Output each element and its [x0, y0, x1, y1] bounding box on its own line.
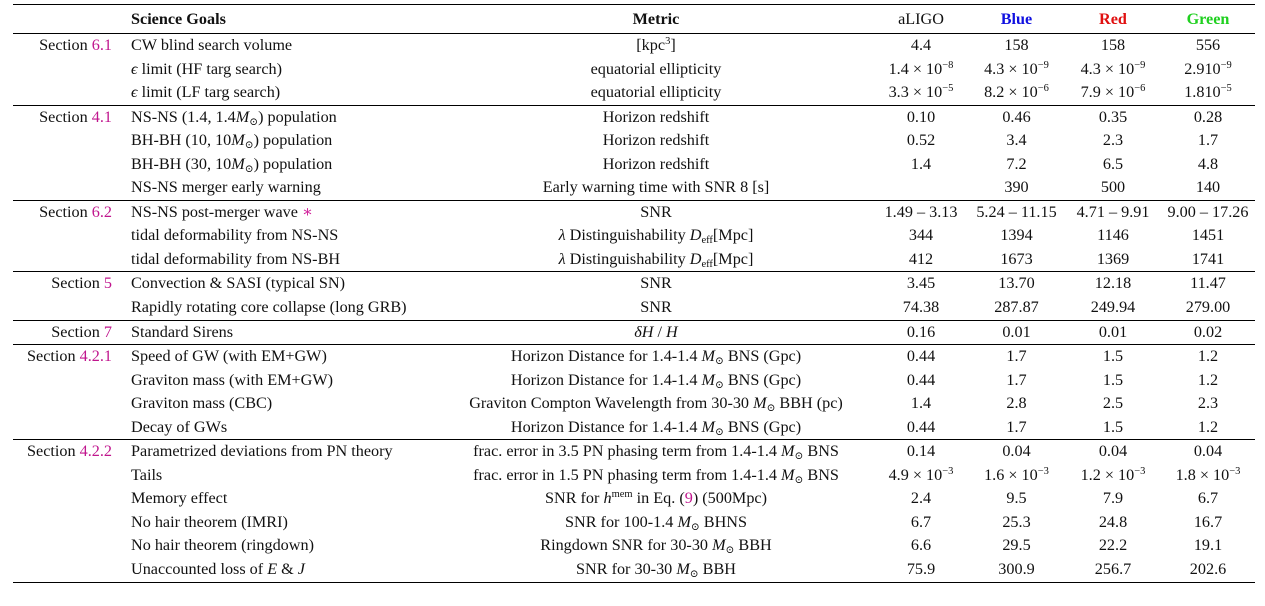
table-row: [13, 558, 1255, 582]
science-goal-cell: BH-BH (10, $10M_⊙$) population: [131, 131, 333, 152]
metric-cell: Ringdown SNR for 30-30 $M_⊙$ BBH: [540, 536, 772, 557]
section-reference: [13, 464, 118, 488]
table-row: [13, 416, 1255, 440]
table-row: [13, 464, 1255, 488]
green-value: 9.00 – 17.26: [1161, 200, 1255, 224]
blue-value: $1.6 \times 10^{-3}$: [984, 465, 1049, 484]
blue-value: 5.24 – 11.15: [968, 200, 1065, 224]
aligo-value: 6.6: [910, 536, 932, 555]
green-value: 6.7: [1197, 489, 1219, 508]
aligo-value: 1.49 – 3.13: [874, 200, 968, 224]
section-link[interactable]: 4.2.2: [79, 442, 112, 461]
section-link[interactable]: 6.1: [91, 36, 112, 54]
red-value: 2.5: [1102, 394, 1124, 413]
blue-value: 1.7: [1006, 370, 1027, 389]
science-goal-cell: Parametrized deviations from PN theory: [118, 440, 438, 464]
metric-cell: SNR: [438, 272, 874, 296]
green-value: 1.2: [1197, 370, 1219, 389]
metric-cell: SNR for 30-30 $M_⊙$ BBH: [438, 558, 874, 582]
science-goal-cell: NS-NS (1.4, $1.4M_⊙$) population: [118, 105, 438, 129]
blue-value: 287.87: [994, 298, 1039, 317]
section-reference: [13, 392, 118, 416]
section-reference[interactable]: [13, 34, 118, 58]
science-goal-cell: NS-NS post-merger wave ∗: [118, 200, 438, 224]
section-reference: [13, 511, 118, 535]
blue-value: 0.01: [968, 320, 1065, 345]
aligo-value: 6.7: [910, 512, 932, 531]
metric-cell: equatorial ellipticity: [590, 83, 722, 102]
green-value: 0.02: [1161, 320, 1255, 345]
metric-cell: Horizon redshift: [602, 154, 710, 173]
aligo-value: 3.45: [874, 272, 968, 296]
red-value: 0.35: [1065, 105, 1161, 129]
table-row: [13, 296, 1255, 320]
science-goal-cell: Standard Sirens: [118, 320, 438, 345]
science-goal-cell: CW blind search volume: [131, 36, 293, 54]
metric-cell: λ Distinguishability $D_{eff}[Mpc]$: [558, 249, 754, 270]
section-reference[interactable]: [13, 440, 118, 464]
red-value: 2.3: [1102, 131, 1124, 150]
section-label: Section: [39, 107, 88, 126]
red-value: 1.5: [1102, 370, 1124, 389]
table-row: [13, 511, 1255, 535]
section-reference[interactable]: [13, 272, 118, 296]
science-goal-cell: Convection & SASI (typical SN): [118, 272, 438, 296]
red-value: 1.5: [1102, 417, 1124, 436]
aligo-value: 4.4: [910, 36, 932, 54]
blue-value: 390: [1004, 178, 1029, 197]
red-value: 6.5: [1102, 154, 1124, 173]
science-goal-cell: BH-BH (30, $10M_⊙$) population: [131, 154, 333, 175]
red-value: 158: [1100, 36, 1126, 54]
section-label: Section: [51, 322, 100, 341]
green-value: 1741: [1191, 249, 1225, 268]
section-label: Section: [51, 274, 100, 293]
blue-value: 2.8: [1006, 394, 1027, 413]
aligo-value: $3.3 \times 10^{-5}$: [888, 83, 954, 102]
aligo-value: 0.10: [874, 105, 968, 129]
table-row: [13, 369, 1255, 393]
aligo-value: 0.14: [874, 440, 968, 464]
red-value: $7.9 \times 10^{-6}$: [1080, 83, 1146, 102]
blue-value: 158: [1004, 36, 1029, 54]
section-link[interactable]: 7: [103, 322, 112, 341]
science-goal-cell: No hair theorem (IMRI): [131, 512, 288, 531]
table-row: [13, 153, 1255, 177]
aligo-value: 0.44: [906, 417, 936, 436]
red-value: 4.71 – 9.91: [1065, 200, 1161, 224]
header-aligo: aLIGO: [874, 5, 968, 34]
section-link[interactable]: 5: [103, 274, 112, 293]
aligo-value: 2.4: [910, 489, 932, 508]
section-link[interactable]: 4.2.1: [79, 347, 112, 366]
table-row: [13, 129, 1255, 153]
table-body: [13, 34, 1255, 583]
metric-cell: equatorial ellipticity: [590, 59, 722, 78]
metric-cell: Horizon Distance for 1.4-1.4 $M_⊙$ BNS (Gpc): [510, 370, 802, 391]
green-value: 2.3: [1197, 394, 1219, 413]
science-goal-cell: Speed of GW (with EM+GW): [118, 345, 438, 369]
red-value: 256.7: [1065, 558, 1161, 582]
aligo-value: 1.4: [910, 394, 932, 413]
green-value: 16.7: [1193, 512, 1223, 531]
section-reference[interactable]: [13, 345, 118, 369]
red-value: 500: [1100, 178, 1126, 197]
table-row: [13, 224, 1255, 248]
blue-value: 1.7: [1006, 417, 1027, 436]
section-label: Section: [27, 442, 76, 461]
metric-cell: δH / H: [438, 320, 874, 345]
green-value: $2.910^{-9}$: [1184, 59, 1232, 78]
section-reference: [13, 296, 118, 320]
metric-cell: SNR: [438, 200, 874, 224]
science-goals-table-wrapper: [13, 4, 1255, 583]
header-row: [13, 5, 1255, 34]
aligo-value: 1.4: [910, 154, 932, 173]
science-goal-cell: tidal deformability from NS-BH: [131, 249, 341, 268]
header-science-goals: Science Goals: [118, 5, 438, 34]
metric-cell: Horizon redshift: [602, 131, 710, 150]
section-reference: [13, 534, 118, 558]
blue-value: 25.3: [1002, 512, 1031, 531]
metric-cell: Horizon redshift: [438, 105, 874, 129]
table-row: [13, 320, 1255, 345]
section-label: Section: [27, 347, 76, 366]
metric-cell: SNR for $h^{mem}$ in Eq. (9) (500Mpc): [545, 489, 767, 508]
science-goal-cell: NS-NS merger early warning: [131, 178, 321, 197]
red-value: 0.01: [1065, 320, 1161, 345]
table-row: [13, 81, 1255, 105]
section-reference: [13, 558, 118, 582]
green-value: 556: [1195, 36, 1221, 54]
table-row: [13, 248, 1255, 272]
red-value: 24.8: [1098, 512, 1128, 531]
metric-cell: frac. error in 1.5 PN phasing term from 1.4-1.4 $M_⊙$ BNS: [473, 465, 839, 486]
aligo-value: $4.9 \times 10^{-3}$: [888, 465, 954, 484]
red-value: 0.04: [1065, 440, 1161, 464]
aligo-value: 0.16: [874, 320, 968, 345]
metric-cell: Graviton Compton Wavelength from 30-30 $M_⊙$ BBH (pc): [469, 394, 843, 415]
section-reference: [13, 153, 118, 177]
blue-value: $4.3 \times 10^{-9}$: [984, 59, 1049, 78]
red-value: 1.5: [1065, 345, 1161, 369]
metric-cell: Early warning time with SNR 8 [s]: [542, 178, 770, 197]
section-reference[interactable]: [13, 200, 118, 224]
header-blue: Blue: [968, 5, 1065, 34]
blue-value: 0.46: [968, 105, 1065, 129]
section-label: Section: [39, 36, 88, 54]
science-goal-cell: Graviton mass (CBC): [131, 394, 273, 413]
blue-value: 7.2: [1006, 154, 1027, 173]
blue-value: 1.7: [968, 345, 1065, 369]
aligo-value: 75.9: [874, 558, 968, 582]
metric-cell: [kpc$^3$]: [636, 36, 676, 54]
table-row: [13, 534, 1255, 558]
section-link[interactable]: 6.2: [91, 202, 112, 221]
section-reference[interactable]: [13, 320, 118, 345]
blue-value: 0.04: [968, 440, 1065, 464]
metric-cell: λ Distinguishability $D_{eff}[Mpc]$: [558, 226, 754, 247]
green-value: 1.2: [1161, 345, 1255, 369]
red-value: 1146: [1097, 226, 1129, 245]
blue-value: 1673: [1000, 249, 1033, 268]
science-goal-cell: tidal deformability from NS-NS: [131, 226, 339, 245]
section-reference: [13, 416, 118, 440]
green-value: 0.28: [1161, 105, 1255, 129]
green-value: 1.2: [1197, 417, 1219, 436]
aligo-value: 0.44: [874, 345, 968, 369]
green-value: 11.47: [1161, 272, 1255, 296]
header-section: [13, 5, 118, 34]
science-goals-table: [13, 4, 1255, 583]
science-goal-cell: Memory effect: [131, 489, 228, 508]
red-value: 249.94: [1090, 298, 1136, 317]
green-value: 140: [1195, 178, 1221, 197]
table-row: [13, 58, 1255, 82]
green-value: 0.04: [1161, 440, 1255, 464]
blue-value: 29.5: [1002, 536, 1031, 555]
blue-value: $8.2 \times 10^{-6}$: [984, 83, 1049, 102]
metric-cell: Horizon Distance for 1.4-1.4 $M_⊙$ BNS (Gpc): [438, 345, 874, 369]
science-goal-cell: Graviton mass (with EM+GW): [131, 370, 333, 389]
green-value: 202.6: [1161, 558, 1255, 582]
green-value: 1451: [1191, 226, 1225, 245]
metric-cell: SNR: [640, 298, 672, 317]
aligo-value: $1.4 \times 10^{-8}$: [888, 59, 954, 78]
red-value: $1.2 \times 10^{-3}$: [1080, 465, 1146, 484]
aligo-value: 0.44: [906, 370, 936, 389]
table-row: [13, 345, 1255, 369]
aligo-value: [874, 176, 968, 200]
table-row: [13, 392, 1255, 416]
red-value: 22.2: [1098, 536, 1128, 555]
table-row: [13, 487, 1255, 511]
science-goal-cell: ϵ limit (HF targ search): [131, 59, 282, 78]
green-value: 279.00: [1185, 298, 1231, 317]
red-value: 1369: [1096, 249, 1130, 268]
blue-value: 300.9: [968, 558, 1065, 582]
aligo-value: 412: [908, 249, 934, 268]
red-value: 7.9: [1102, 489, 1124, 508]
section-reference: [13, 248, 118, 272]
aligo-value: 74.38: [902, 298, 940, 317]
table-row: [13, 440, 1255, 464]
section-label: Section: [39, 202, 88, 221]
metric-cell: SNR for 100-1.4 $M_⊙$ BHNS: [565, 512, 747, 533]
red-value: 12.18: [1065, 272, 1161, 296]
science-goal-cell: Rapidly rotating core collapse (long GRB): [131, 298, 407, 317]
table-row: [13, 176, 1255, 200]
green-value: 1.7: [1197, 131, 1219, 150]
section-reference: [13, 176, 118, 200]
table-row: [13, 272, 1255, 296]
header-green: Green: [1161, 5, 1255, 34]
section-reference: [13, 487, 118, 511]
aligo-value: 344: [908, 226, 934, 245]
green-value: 4.8: [1197, 154, 1219, 173]
aligo-value: 0.52: [906, 131, 936, 150]
science-goal-cell: Unaccounted loss of E & J: [118, 558, 438, 582]
science-goal-cell: No hair theorem (ringdown): [131, 536, 314, 555]
blue-value: 3.4: [1006, 131, 1027, 150]
table-row: [13, 105, 1255, 129]
table-row: [13, 34, 1255, 58]
blue-value: 9.5: [1006, 489, 1027, 508]
metric-cell: Horizon Distance for 1.4-1.4 $M_⊙$ BNS (Gpc): [510, 417, 802, 438]
section-reference: [13, 369, 118, 393]
green-value: $1.8 \times 10^{-3}$: [1175, 465, 1241, 484]
section-reference: [13, 58, 118, 82]
science-goal-cell: ϵ limit (LF targ search): [131, 83, 281, 102]
header-red: Red: [1065, 5, 1161, 34]
green-value: $1.810^{-5}$: [1184, 83, 1232, 102]
science-goal-cell: Decay of GWs: [131, 417, 228, 436]
red-value: $4.3 \times 10^{-9}$: [1080, 59, 1146, 78]
green-value: 19.1: [1193, 536, 1223, 555]
science-goal-cell: Tails: [131, 465, 163, 484]
section-reference: [13, 81, 118, 105]
blue-value: 1394: [1000, 226, 1033, 245]
metric-cell: frac. error in 3.5 PN phasing term from 1.4-1.4 $M_⊙$ BNS: [438, 440, 874, 464]
section-reference: [13, 129, 118, 153]
section-link[interactable]: 4.1: [91, 107, 112, 126]
blue-value: 13.70: [968, 272, 1065, 296]
section-reference[interactable]: [13, 105, 118, 129]
table-row: [13, 200, 1255, 224]
section-reference: [13, 224, 118, 248]
header-metric: Metric: [438, 5, 874, 34]
